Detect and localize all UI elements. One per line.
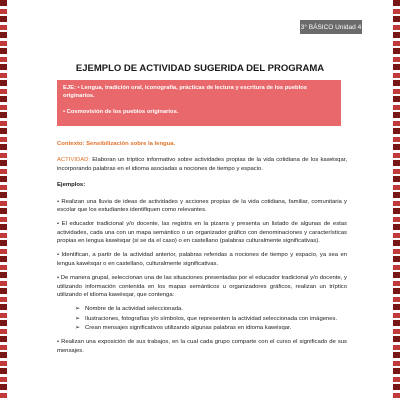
actividad-label: ACTIVIDAD: <box>57 157 91 164</box>
contexto-heading: Contexto: Sensibilización sobre la lengua. <box>57 141 176 147</box>
arrow-bullet-icon: ➢ <box>75 306 80 313</box>
arrow-bullet-icon: ➢ <box>75 315 80 322</box>
example-paragraph-2: • El educador tradicional y/o docente, las registra en la pizarra y presenta un listado de algunas de estas actividades, cada una con un mapa semántico o un organizador gráfico con denominaciones y características propias en lengua kawésqar (si se da el caso) o en castellano (palabras culturalmente significativas). <box>57 221 347 244</box>
ejemplos-heading: Ejemplos: <box>57 182 86 189</box>
right-decorative-border <box>393 0 400 400</box>
example-paragraph-3: • Identifican, a partir de la actividad anterior, palabras referidas a nociones de tiempo y espacio, ya sea en lengua kawésqar o en castellano, culturalmente significativas. <box>57 252 347 267</box>
actividad-text: Elaboran un tríptico informativo sobre actividades propias de la vida cotidiana de los kawésqar, incorporando palabras en el idioma asociadas a nociones de tiempo y espacio. <box>57 157 347 172</box>
list-item: ➢ Crean mensajes significativos utilizando algunas palabras en idioma kawésqar. <box>75 325 292 331</box>
eje-line-2: • Cosmovisión de los pueblos originarios. <box>63 108 179 115</box>
eje-box <box>57 80 341 126</box>
eje-line-1: EJE: • Lengua, tradición oral, iconografía, prácticas de lectura y escritura de los pueblos originarios. <box>63 85 307 100</box>
page-title: EJEMPLO DE ACTIVIDAD SUGERIDA DEL PROGRAMA <box>75 63 325 74</box>
list-item: ➢ Ilustraciones, fotografías y/o símbolos, que representen la actividad seleccionada con imágenes. <box>75 315 338 322</box>
unit-tab: 3° BÁSICO Unidad 4 <box>300 20 362 34</box>
activity-body <box>57 140 347 361</box>
example-paragraph-4: • De manera grupal, seleccionan una de las situaciones presentadas por el educador tradicional y/o docente, y utilizando información contenida en los mapas semánticos u organizadores gráficos, realizan un tríptico utilizando el idioma kawésqar, que contenga: <box>57 275 347 298</box>
list-item: ➢ Nombre de la actividad seleccionada. <box>75 306 183 313</box>
final-paragraph: • Realizan una exposición de sus trabajos, en la cual cada grupo comparte con el curso el significado de sus mensajes. <box>57 339 347 354</box>
example-paragraph-1: • Realizan una lluvia de ideas de actividades y acciones propias de la vida cotidiana, familiar, comunitaria y escolar que los estudiantes identifiquen como relevantes. <box>57 198 347 213</box>
left-decorative-border <box>0 0 7 400</box>
arrow-bullet-icon: ➢ <box>75 325 80 331</box>
triptico-contents-list <box>57 305 347 332</box>
actividad-paragraph <box>57 156 347 173</box>
